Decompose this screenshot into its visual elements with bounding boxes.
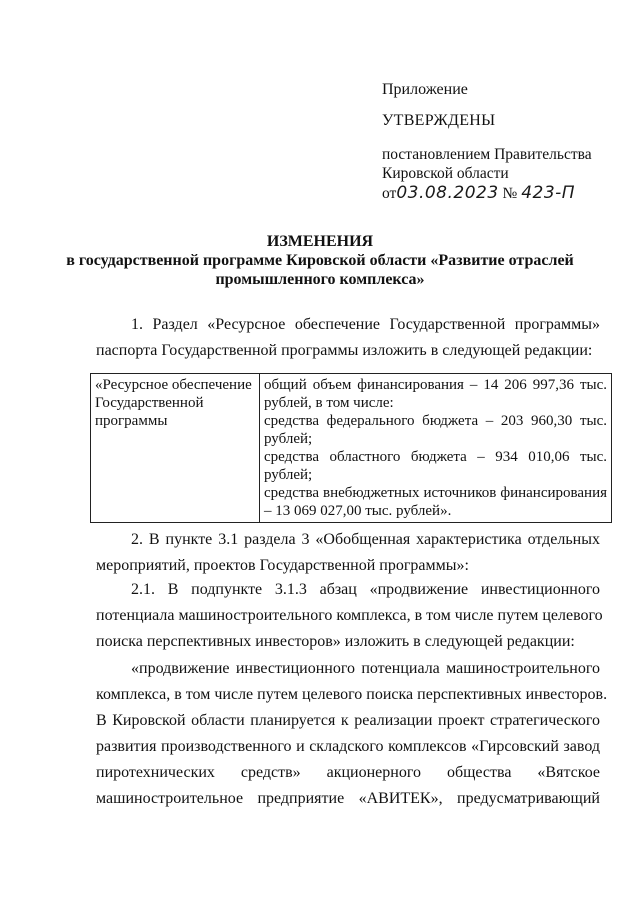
paragraph-4 — [96, 656, 608, 812]
paragraph-1 — [96, 312, 600, 364]
paragraph-4-line-5: пиротехнических средств» акционерного общества «Вятское — [96, 764, 600, 781]
paragraph-4-line-4: развития производственного и складского комплексов «Гирсовский завод — [96, 738, 600, 755]
table-line-regional: средства областного бюджета – 934 010,06 тыс. рублей; — [264, 449, 607, 483]
paragraph-3-line-2: потенциала машиностроительного комплекса, в том числе путем целевого — [96, 607, 603, 624]
handwritten-date: 03.08.2023 — [396, 183, 499, 204]
appendix-label: Приложение — [382, 81, 468, 98]
approved-label: УТВЕРЖДЕНЫ — [382, 112, 496, 129]
decree-line-1: постановлением Правительства — [382, 146, 592, 163]
decree-date-number-line — [382, 183, 617, 204]
paragraph-2 — [96, 527, 600, 579]
table-row — [91, 374, 612, 523]
paragraph-1-line-1: 1. Раздел «Ресурсное обеспечение Государственной программы» — [131, 316, 600, 333]
paragraph-4-line-1: «продвижение инвестиционного потенциала машиностроительного — [131, 660, 600, 677]
decree-block — [382, 146, 617, 204]
title-line-2: в государственной программе Кировской области «Развитие отраслей — [66, 252, 574, 270]
paragraph-3-line-1: 2.1. В подпункте 3.1.3 абзац «продвижение инвестиционного — [131, 581, 600, 598]
paragraph-2-line-2: мероприятий, проектов Государственной программы»: — [96, 557, 469, 574]
paragraph-3-line-3: поиска перспективных инвесторов» изложить в следующей редакции: — [96, 633, 575, 650]
number-label: № — [502, 185, 518, 203]
paragraph-2-line-1: 2. В пункте 3.1 раздела 3 «Обобщенная характеристика отдельных — [131, 531, 600, 548]
table-line-federal: средства федерального бюджета – 203 960,30 тыс. рублей; — [264, 413, 607, 447]
table-cell-label: «Ресурсное обеспечение Государственной программы — [91, 374, 260, 523]
handwritten-number: 423-П — [521, 183, 576, 204]
decree-line-2: Кировской области — [382, 164, 509, 182]
table-line-total: общий объем финансирования – 14 206 997,36 тыс. рублей, в том числе: — [264, 377, 607, 411]
document-title — [60, 232, 580, 290]
resource-table — [90, 373, 612, 523]
table-line-extrabudgetary: средства внебюджетных источников финансирования – 13 069 027,00 тыс. рублей». — [264, 485, 607, 519]
from-label: от — [382, 185, 397, 203]
paragraph-4-line-6: машиностроительное предприятие «АВИТЕК», предусматривающий — [96, 790, 600, 807]
paragraph-3 — [96, 577, 603, 655]
paragraph-1-line-2: паспорта Государственной программы изложить в следующей редакции: — [96, 342, 593, 359]
paragraph-4-line-2: комплекса, в том числе путем целевого поиска перспективных инвесторов. — [96, 686, 608, 703]
table-cell-content — [260, 374, 612, 523]
title-line-3: промышленного комплекса» — [215, 271, 425, 289]
paragraph-4-line-3: В Кировской области планируется к реализации проект стратегического — [96, 712, 600, 729]
title-line-1: ИЗМЕНЕНИЯ — [266, 233, 374, 250]
